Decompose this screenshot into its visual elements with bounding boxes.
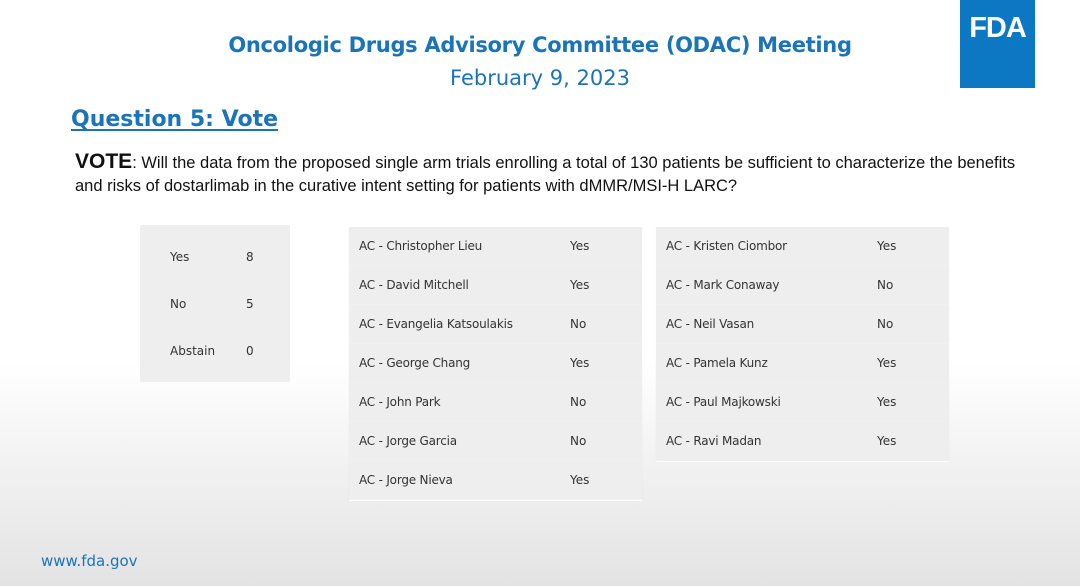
voter-row bbox=[656, 422, 949, 460]
voter-vote: Yes bbox=[570, 473, 590, 487]
fda-logo-text: FDA bbox=[969, 12, 1026, 44]
voter-name: AC - Jorge Nieva bbox=[359, 473, 453, 487]
voter-name: AC - Neil Vasan bbox=[666, 317, 755, 331]
vote-label: VOTE bbox=[75, 150, 133, 173]
tally-label: Yes bbox=[170, 250, 190, 264]
voter-row bbox=[656, 305, 949, 343]
voter-row bbox=[349, 422, 642, 460]
voter-row bbox=[656, 383, 949, 421]
voter-row bbox=[349, 383, 642, 421]
voter-vote: No bbox=[877, 317, 894, 331]
voter-vote: Yes bbox=[877, 395, 897, 409]
voter-row bbox=[349, 266, 642, 304]
voter-row bbox=[656, 227, 949, 265]
tally-count: 8 bbox=[246, 250, 254, 264]
voter-name: AC - George Chang bbox=[359, 356, 471, 370]
voter-row bbox=[349, 305, 642, 343]
voter-vote: Yes bbox=[570, 239, 590, 253]
voter-name: AC - Kristen Ciombor bbox=[666, 239, 787, 253]
meeting-title: Oncologic Drugs Advisory Committee (ODAC) Meeting bbox=[228, 33, 852, 57]
tally-row-yes bbox=[140, 250, 290, 270]
tally-label: No bbox=[170, 297, 187, 311]
voter-row bbox=[656, 266, 949, 304]
voter-vote: Yes bbox=[570, 278, 590, 292]
vote-question-text: : Will the data from the proposed single arm trials enrolling a total of 130 patients be sufficient to characterize the benefits and risks of dostarlimab in the curative intent setting for patients with dMMR/MSI-H LARC? bbox=[75, 154, 1016, 195]
voter-vote: Yes bbox=[877, 239, 897, 253]
voter-name: AC - Pamela Kunz bbox=[666, 356, 768, 370]
voter-row bbox=[349, 461, 642, 499]
fda-logo bbox=[960, 0, 1035, 88]
meeting-date: February 9, 2023 bbox=[450, 66, 630, 90]
fda-website-link[interactable]: www.fda.gov bbox=[41, 552, 138, 570]
voters-table-right bbox=[656, 227, 949, 462]
voter-vote: Yes bbox=[877, 356, 897, 370]
vote-tally bbox=[140, 225, 290, 382]
voter-name: AC - Ravi Madan bbox=[666, 434, 762, 448]
voter-vote: No bbox=[877, 278, 894, 292]
voter-name: AC - Christopher Lieu bbox=[359, 239, 483, 253]
voter-name: AC - Mark Conaway bbox=[666, 278, 780, 292]
tally-row-abstain bbox=[140, 344, 290, 364]
voter-row bbox=[349, 344, 642, 382]
voter-vote: No bbox=[570, 317, 587, 331]
voter-name: AC - Jorge Garcia bbox=[359, 434, 457, 448]
voter-name: AC - David Mitchell bbox=[359, 278, 469, 292]
voter-name: AC - Paul Majkowski bbox=[666, 395, 781, 409]
voter-vote: Yes bbox=[877, 434, 897, 448]
voter-vote: Yes bbox=[570, 356, 590, 370]
voter-vote: No bbox=[570, 434, 587, 448]
voter-vote: No bbox=[570, 395, 587, 409]
tally-label: Abstain bbox=[170, 344, 216, 358]
vote-question bbox=[75, 150, 1035, 198]
voter-name: AC - John Park bbox=[359, 395, 441, 409]
voter-row bbox=[349, 227, 642, 265]
voter-name: AC - Evangelia Katsoulakis bbox=[359, 317, 513, 331]
tally-count: 5 bbox=[246, 297, 254, 311]
voters-table-left bbox=[349, 227, 642, 501]
tally-row-no bbox=[140, 297, 290, 317]
question-title: Question 5: Vote bbox=[71, 107, 279, 132]
voter-row bbox=[656, 344, 949, 382]
tally-count: 0 bbox=[246, 344, 254, 358]
